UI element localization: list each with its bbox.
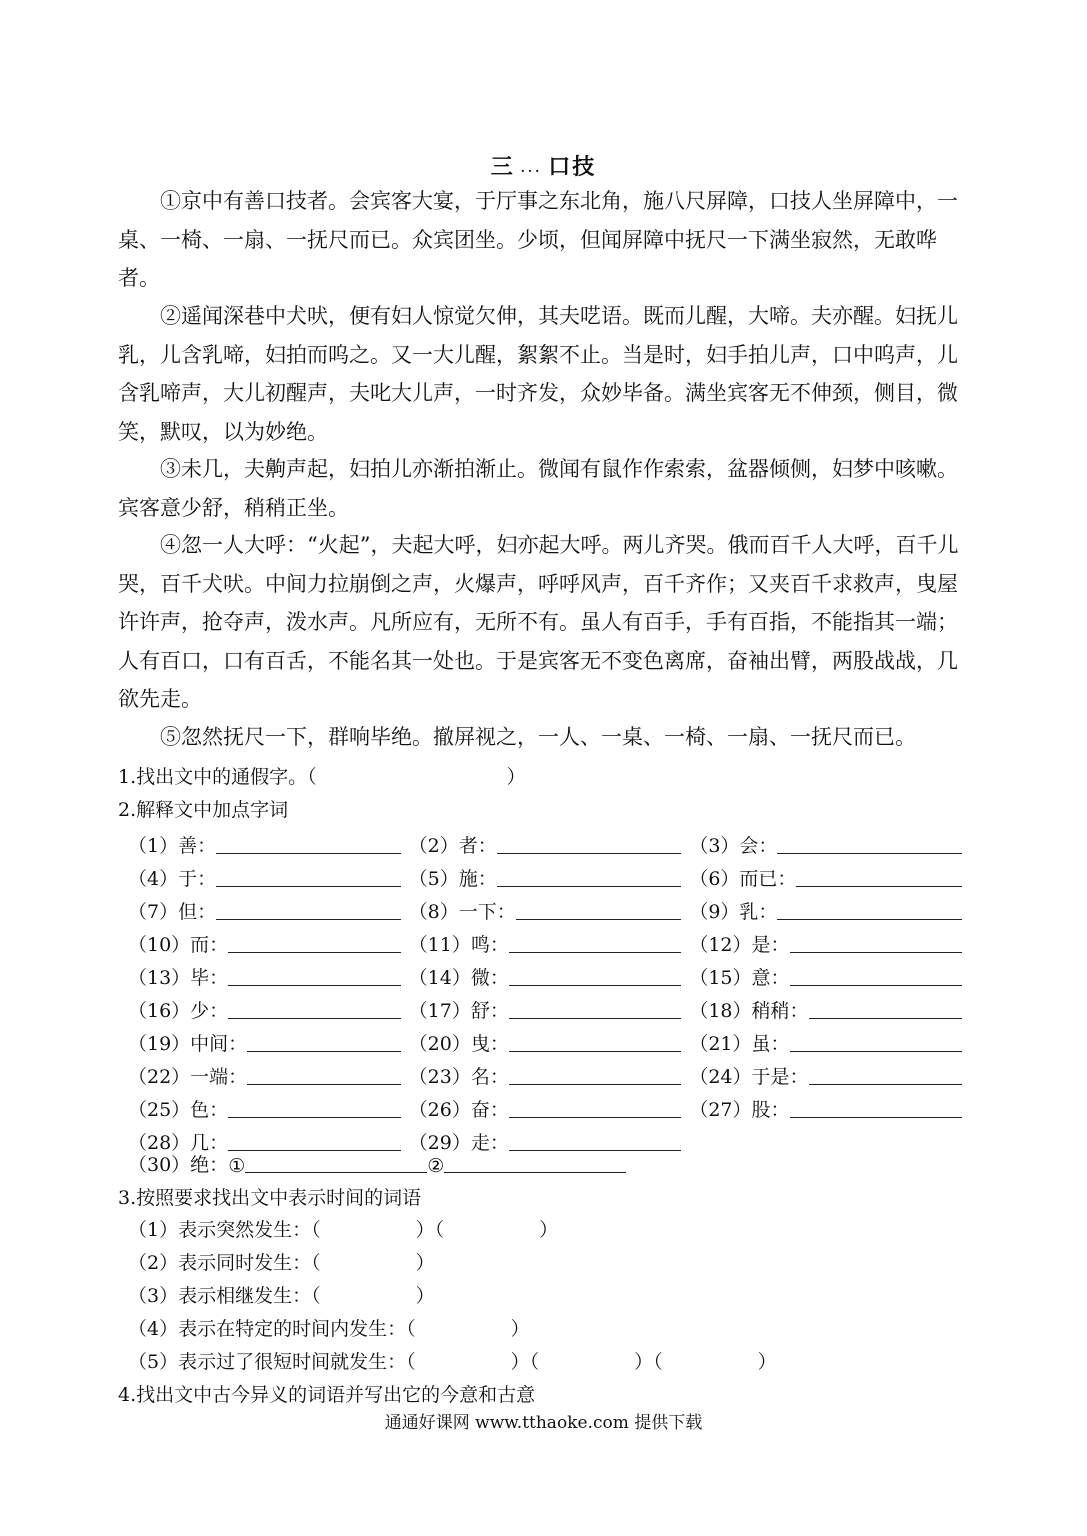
definition-row	[128, 991, 970, 1023]
definition-label: （21）虽：	[689, 1033, 790, 1055]
definition-row	[128, 1090, 970, 1122]
definition-label: （22）一端：	[128, 1066, 248, 1088]
question-3: 3.按照要求找出文中表示时间的词语	[118, 1187, 422, 1209]
q3-item-3: （3）表示相继发生：（ ）	[128, 1285, 435, 1307]
paragraph-4: ④忽一人大呼：“火起”，夫起大呼，妇亦起大呼。两儿齐哭。俄而百千人大呼，百千儿哭，百千犬吠。中间力拉崩倒之声，火爆声，呼呼风声，百千齐作；又夹百千求救声，曳屋许许声，抢夺声，泼水声。凡所应有，无所不有。虽人有百手，手有百指，不能指其一端；人有百口，口有百舌，不能名其一处也。于是宾客无不变色离席，奋袖出臂，两股战战，几欲先走。	[118, 533, 959, 711]
definition-label: （6）而已：	[689, 868, 797, 890]
item-30-mark-2: ②	[427, 1155, 445, 1177]
paragraph-2: ②遥闻深巷中犬吠，便有妇人惊觉欠伸，其夫呓语。既而儿醒，大啼。夫亦醒。妇抚儿乳，儿含乳啼，妇拍而呜之。又一大儿醒，絮絮不止。当是时，妇手拍儿声，口中呜声，儿含乳啼声，大儿初醒声，夫叱大儿声，一时齐发，众妙毕备。满坐宾客无不伸颈，侧目，微笑，默叹，以为妙绝。	[118, 304, 958, 444]
title-name: 口技	[548, 154, 597, 180]
answer-line[interactable]	[245, 1152, 427, 1173]
answer-line[interactable]	[790, 965, 962, 986]
q3-item-5: （5）表示过了很短时间就发生：（ ）（ ）（ ）	[128, 1351, 777, 1373]
answer-line[interactable]	[247, 1064, 400, 1085]
definition-item	[128, 859, 409, 891]
paragraph-5: ⑤忽然抚尺一下，群响毕绝。撤屏视之，一人、一桌、一椅、一扇、一抚尺而已。	[160, 725, 916, 749]
answer-line[interactable]	[497, 866, 682, 887]
answer-line[interactable]	[497, 833, 682, 854]
answer-line[interactable]	[228, 965, 400, 986]
item-30-label: （30）绝：	[128, 1154, 229, 1176]
definition-item	[409, 991, 690, 1023]
definition-label: （23）名：	[408, 1066, 509, 1088]
definition-item	[128, 1024, 409, 1056]
definition-item	[689, 826, 970, 858]
answer-line[interactable]	[509, 998, 681, 1019]
definition-label: （16）少：	[128, 1000, 229, 1022]
definition-label: （7）但：	[128, 901, 217, 923]
answer-line[interactable]	[509, 1097, 681, 1118]
definition-row	[128, 958, 970, 990]
definition-label: （26）奋：	[408, 1099, 509, 1121]
definition-label: （24）于是：	[689, 1066, 809, 1088]
definition-item	[689, 958, 970, 990]
answer-line[interactable]	[777, 899, 962, 920]
question-1: 1.找出文中的通假字。（ ）	[118, 766, 526, 788]
definition-item	[689, 1024, 970, 1056]
title-dots: ...	[520, 161, 543, 175]
definition-item	[689, 991, 970, 1023]
definition-label: （14）微：	[408, 967, 509, 989]
title-number: 三	[490, 154, 515, 180]
answer-line[interactable]	[509, 965, 681, 986]
definition-label: （9）乳：	[689, 901, 778, 923]
definition-item	[409, 826, 690, 858]
question-4: 4.找出文中古今异义的词语并写出它的今意和古意	[118, 1384, 536, 1406]
page-title	[0, 150, 1087, 181]
definition-label: （29）走：	[408, 1132, 509, 1154]
answer-line[interactable]	[216, 833, 401, 854]
definition-item	[128, 991, 409, 1023]
answer-line[interactable]	[228, 1130, 400, 1151]
definition-label: （15）意：	[689, 967, 790, 989]
definition-item	[128, 892, 409, 924]
definition-item	[689, 892, 970, 924]
definition-item	[409, 925, 690, 957]
definition-item	[409, 1024, 690, 1056]
answer-line[interactable]	[216, 899, 401, 920]
definition-label: （13）毕：	[128, 967, 229, 989]
answer-line[interactable]	[790, 1097, 962, 1118]
definition-label: （20）曳：	[408, 1033, 509, 1055]
q3-item-1: （1）表示突然发生：（ ）（ ）	[128, 1219, 559, 1241]
answer-line[interactable]	[444, 1152, 626, 1173]
definition-item	[128, 1090, 409, 1122]
definition-item	[409, 892, 690, 924]
definition-label: （5）施：	[408, 868, 497, 890]
definition-item	[128, 1057, 409, 1089]
definition-label: （10）而：	[128, 934, 229, 956]
answer-line[interactable]	[790, 1031, 962, 1052]
definition-label: （28）几：	[128, 1132, 229, 1154]
answer-line[interactable]	[790, 932, 962, 953]
answer-line[interactable]	[796, 866, 962, 887]
answer-line[interactable]	[509, 932, 681, 953]
definition-item	[409, 859, 690, 891]
definition-item	[689, 859, 970, 891]
answer-line[interactable]	[809, 1064, 962, 1085]
answer-line[interactable]	[509, 1130, 681, 1151]
definition-item	[128, 958, 409, 990]
answer-line[interactable]	[777, 833, 962, 854]
answer-line[interactable]	[509, 1031, 681, 1052]
definition-item	[689, 1090, 970, 1122]
item-30-mark-1: ①	[228, 1155, 246, 1177]
answer-line[interactable]	[509, 1064, 681, 1085]
q3-item-4: （4）表示在特定的时间内发生：（ ）	[128, 1318, 530, 1340]
definition-label: （27）股：	[689, 1099, 790, 1121]
definition-row	[128, 925, 970, 957]
definition-item	[128, 826, 409, 858]
answer-line[interactable]	[228, 932, 400, 953]
definition-label: （3）会：	[689, 835, 778, 857]
definition-row	[128, 892, 970, 924]
definition-label: （11）鸣：	[408, 934, 509, 956]
answer-line[interactable]	[228, 998, 400, 1019]
definition-item	[689, 1057, 970, 1089]
answer-line[interactable]	[228, 1097, 400, 1118]
definition-row	[128, 1024, 970, 1056]
answer-line[interactable]	[516, 899, 682, 920]
definition-row	[128, 859, 970, 891]
definition-item	[409, 958, 690, 990]
answer-line[interactable]	[216, 866, 401, 887]
definition-item	[689, 1123, 970, 1155]
definition-item	[689, 925, 970, 957]
definition-label: （18）稍稍：	[689, 1000, 809, 1022]
definition-item	[409, 1057, 690, 1089]
definition-label: （17）舒：	[408, 1000, 509, 1022]
definition-label: （4）于：	[128, 868, 217, 890]
definition-label: （25）色：	[128, 1099, 229, 1121]
q3-item-2: （2）表示同时发生：（ ）	[128, 1252, 435, 1274]
definition-label: （12）是：	[689, 934, 790, 956]
definition-row	[128, 826, 970, 858]
paragraph-1: ①京中有善口技者。会宾客大宴，于厅事之东北角，施八尺屏障，口技人坐屏障中，一桌、一椅、一扇、一抚尺而已。众宾团坐。少顷，但闻屏障中抚尺一下满坐寂然，无敢哗者。	[118, 189, 958, 290]
answer-line[interactable]	[247, 1031, 400, 1052]
definition-item	[128, 925, 409, 957]
definition-label: （8）一下：	[408, 901, 516, 923]
answer-line[interactable]	[809, 998, 962, 1019]
item-30	[128, 1150, 626, 1177]
question-2: 2.解释文中加点字词	[118, 799, 289, 821]
definition-item	[409, 1090, 690, 1122]
definition-label: （1）善：	[128, 835, 217, 857]
footer-credit: 通通好课网 www.tthaoke.com 提供下载	[384, 1413, 703, 1433]
definition-label: （19）中间：	[128, 1033, 248, 1055]
definition-row	[128, 1057, 970, 1089]
definition-label: （2）者：	[408, 835, 497, 857]
paragraph-3: ③未几，夫齁声起，妇拍儿亦渐拍渐止。微闻有鼠作作索索，盆器倾侧，妇梦中咳嗽。宾客意少舒，稍稍正坐。	[118, 457, 958, 520]
title-text	[491, 154, 597, 180]
